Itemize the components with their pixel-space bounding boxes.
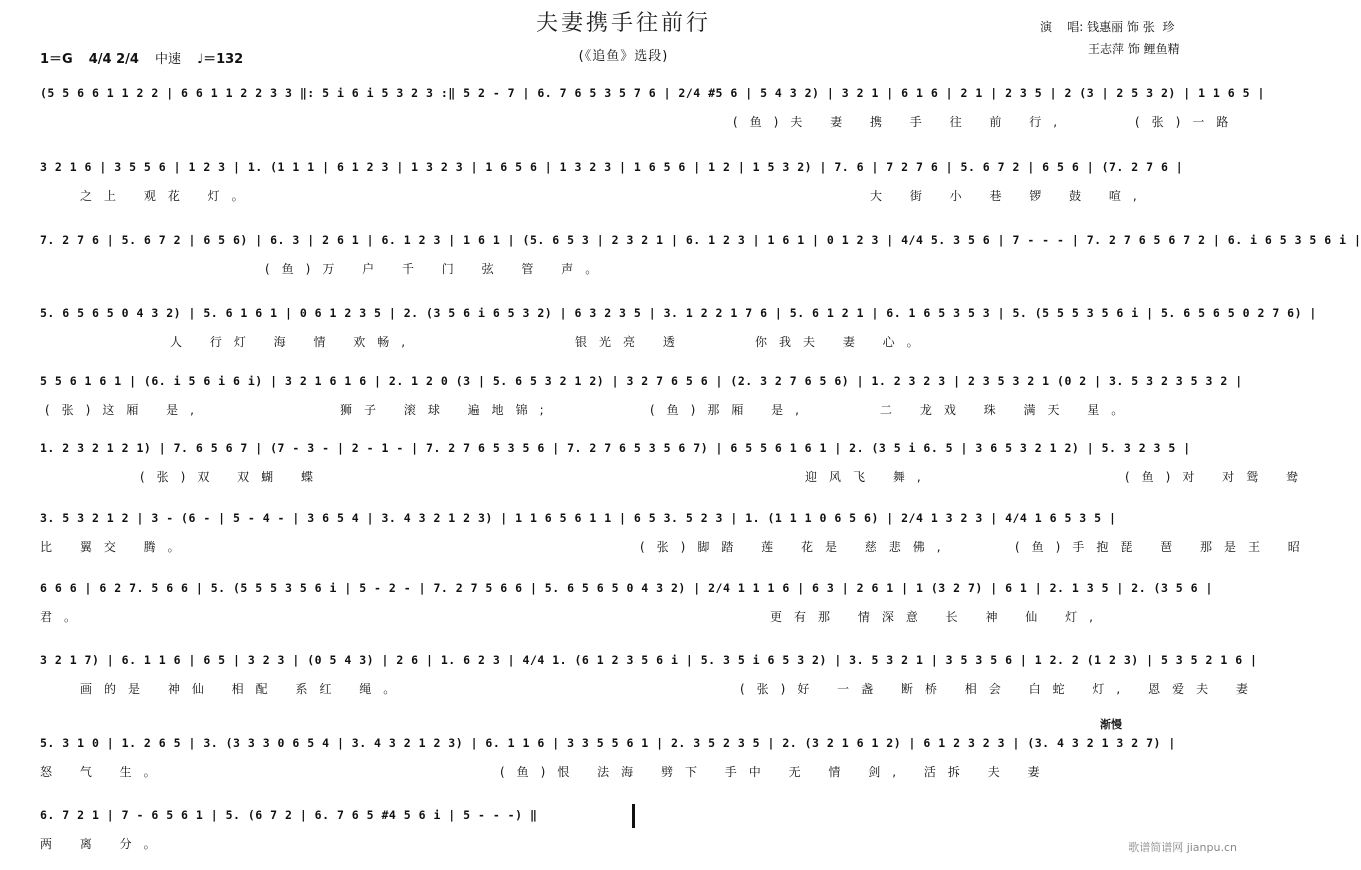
lyric-phrase: 君。 [40,610,89,624]
lyric-line [40,680,1260,700]
performer-credits [1040,16,1180,60]
lyric-line [40,187,1232,207]
lyric-line [40,260,1232,280]
score-system [40,511,1312,573]
score-system [40,653,1260,715]
lyric-phrase: (张)一路 [1135,115,1241,129]
lyric-phrase: (张)这厢 是, [45,403,206,417]
tempo-change-mark: 渐慢 [1100,718,1122,731]
score-system [40,808,1232,870]
lyric-line [40,401,1232,421]
score-system [40,374,1243,436]
score-subtitle: (《追鱼》选段) [578,49,669,64]
notation-line: (5 5 6 6 1 1 2 2 | 6 6 1 1 2 2 3 3 ‖: 5 i 6 i 5 3 2 3 :‖ 5 2 - 7 | 6. 7 6 5 3 5 7 6 | 2/4 #5 6 | 5 4 3 2) | 3 2 1 | 6 1 6 | 2 1 | 2 3 5 | 2 (3 | 2 5 3 2) | 1 1 6 5 | [40,86,1265,100]
lyric-phrase: 两 离 分。 [40,837,168,851]
notation-line: 5 5 6 1 6 1 | (6. i 5 6 i 6 i) | 3 2 1 6 1 6 | 2. 1 2 0 (3 | 5. 6 5 3 2 1 2) | 3 2 7 6 5 6 | (2. 3 2 7 6 5 6) | 1. 2 3 2 3 | 2 3 5 3 2 1 (0 2 | 3. 5 3 2 3 5 3 2 | [40,374,1243,388]
credits-line-2: 王志萍 饰 鲤鱼精 [1088,42,1180,56]
score-system [40,441,1310,503]
notation-line: 3 2 1 7) | 6. 1 1 6 | 6 5 | 3 2 3 | (0 5 4 3) | 2 6 | 1. 6 2 3 | 4/4 1. (6 1 2 3 5 6 i | 5. 3 5 i 6 5 3 2) | 3. 5 3 2 1 | 3 5 3 5 6 | 1 2. 2 (1 2 3) | 5 3 5 2 1 6 | [40,653,1258,667]
lyric-phrase: 你我夫 妻 心。 [755,335,931,349]
notation-line: 5. 3 1 0 | 1. 2 6 5 | 3. (3 3 3 0 6 5 4 | 3. 4 3 2 1 2 3) | 6. 1 1 6 | 3 3 5 5 6 1 | 2. 3 5 2 3 5 | 2. (3 2 1 6 1 2) | 6 1 2 3 2 3 | (3. 4 3 2 1 3 2 7) | [40,736,1176,750]
lyric-line [40,333,1232,353]
lyric-phrase: 之上 观花 灯。 [80,189,256,203]
lyric-phrase: 迎风飞 舞, [805,470,933,484]
metronome-mark: ♩＝132 [196,52,244,67]
lyric-phrase: (鱼)那厢 是, [650,403,811,417]
lyric-phrase: 更有那 情深意 长 神 仙 灯, [770,610,1105,624]
key-signature: 1＝G [40,52,73,67]
lyric-line [40,763,1232,783]
lyric-phrase: 比 翼交 腾。 [40,540,192,554]
lyric-phrase: (鱼)万 户 千 门 弦 管 声。 [265,262,610,276]
tempo-word: 中速 [154,52,181,67]
lyric-phrase: 人 行灯 海 情 欢畅, [170,335,418,349]
notation-line: 3 2 1 6 | 3 5 5 6 | 1 2 3 | 1. (1 1 1 | 6 1 2 3 | 1 3 2 3 | 1 6 5 6 | 1 3 2 3 | 1 6 5 6 | 1 2 | 1 5 3 2) | 7. 6 | 7 2 7 6 | 5. 6 7 2 | 6 5 6 | (7. 2 7 6 | [40,160,1184,174]
score-system [40,233,1361,295]
lyric-phrase: (鱼)对 对鸳 鸯 [1125,470,1310,484]
lyric-line [40,468,1310,488]
lyric-phrase: (张)双 双蝴 蝶 [140,470,325,484]
notation-line: 5. 6 5 6 5 0 4 3 2) | 5. 6 1 6 1 | 0 6 1 2 3 5 | 2. (3 5 6 i 6 5 3 2) | 6 3 2 3 5 | 3. 1 2 2 1 7 6 | 5. 6 1 2 1 | 6. 1 6 5 3 5 3 | 5. (5 5 5 3 5 6 i | 5. 6 5 6 5 0 2 7 6) | [40,306,1317,320]
key-and-tempo [40,48,243,67]
notation-line: 3. 5 3 2 1 2 | 3 - (6 - | 5 - 4 - | 3 6 5 4 | 3. 4 3 2 1 2 3) | 1 1 6 5 6 1 1 | 6 5 3. 5 2 3 | 1. (1 1 1 0 6 5 6) | 2/4 1 3 2 3 | 4/4 1 6 5 3 5 | [40,511,1117,525]
credits-line-1: 演 唱: 钱惠丽 饰 张 珍 [1040,20,1175,34]
time-signature: 4/4 2/4 [88,52,139,67]
notation-line: 6 6 6 | 6 2 7. 5 6 6 | 5. (5 5 5 3 5 6 i | 5 - 2 - | 7. 2 7 5 6 6 | 5. 6 5 6 5 0 4 3 2) | 2/4 1 1 1 6 | 6 3 | 2 6 1 | 1 (3 2 7) | 6 1 | 2. 1 3 5 | 2. (3 5 6 | [40,581,1213,595]
final-barline [632,804,635,828]
score-system [40,581,1232,643]
lyric-phrase: 狮子 滚球 遍地锦; [340,403,556,417]
score-title: 夫妻携手往前行 [535,11,711,36]
lyric-phrase: (鱼)夫 妻 携 手 往 前 行, [733,115,1070,129]
lyric-phrase: 大 街 小 巷 锣 鼓 喧, [870,189,1149,203]
score-system [40,86,1265,148]
lyric-phrase: (张)脚踏 莲 花是 慈悲佛, [640,540,953,554]
score-system [40,736,1232,798]
lyric-line [40,608,1232,628]
lyric-phrase: 二 龙戏 珠 满天 星。 [880,403,1136,417]
lyric-phrase: (鱼)恨 法海 劈下 手中 无 情 剑, 活拆 夫 妻 [500,765,1052,779]
site-watermark: 歌谱简谱网 jianpu.cn [1128,841,1237,854]
lyric-line [40,113,1241,133]
lyric-line [40,835,1232,855]
lyric-phrase: (张)好 一盏 断桥 相会 白蛇 灯, 恩爱夫 妻 [740,682,1260,696]
lyric-phrase: (鱼)手抱琵 琶 那是王 昭 [1015,540,1312,554]
notation-line: 7. 2 7 6 | 5. 6 7 2 | 6 5 6) | 6. 3 | 2 6 1 | 6. 1 2 3 | 1 6 1 | (5. 6 5 3 | 2 3 2 1 | 6. 1 2 3 | 1 6 1 | 0 1 2 3 | 4/4 5. 3 5 6 | 7 - - - | 7. 2 7 6 5 6 7 2 | 6. i 6 5 3 5 6 i | [40,233,1361,247]
lyric-phrase: 怒 气 生。 [40,765,168,779]
lyric-phrase: 银光亮 透 [575,335,687,349]
score-system [40,306,1317,368]
lyric-phrase: 画的是 神仙 相配 系红 绳。 [80,682,408,696]
notation-line: 6. 7 2 1 | 7 - 6 5 6 1 | 5. (6 7 2 | 6. 7 6 5 #4 5 6 i | 5 - - -) ‖ [40,808,538,822]
lyric-line [40,538,1312,558]
score-system [40,160,1232,222]
notation-line: 1. 2 3 2 1 2 1) | 7. 6 5 6 7 | (7 - 3 - | 2 - 1 - | 7. 2 7 6 5 3 5 6 | 7. 2 7 6 5 3 5 6 7) | 6 5 5 6 1 6 1 | 2. (3 5 i 6. 5 | 3 6 5 3 2 1 2) | 5. 3 2 3 5 | [40,441,1191,455]
